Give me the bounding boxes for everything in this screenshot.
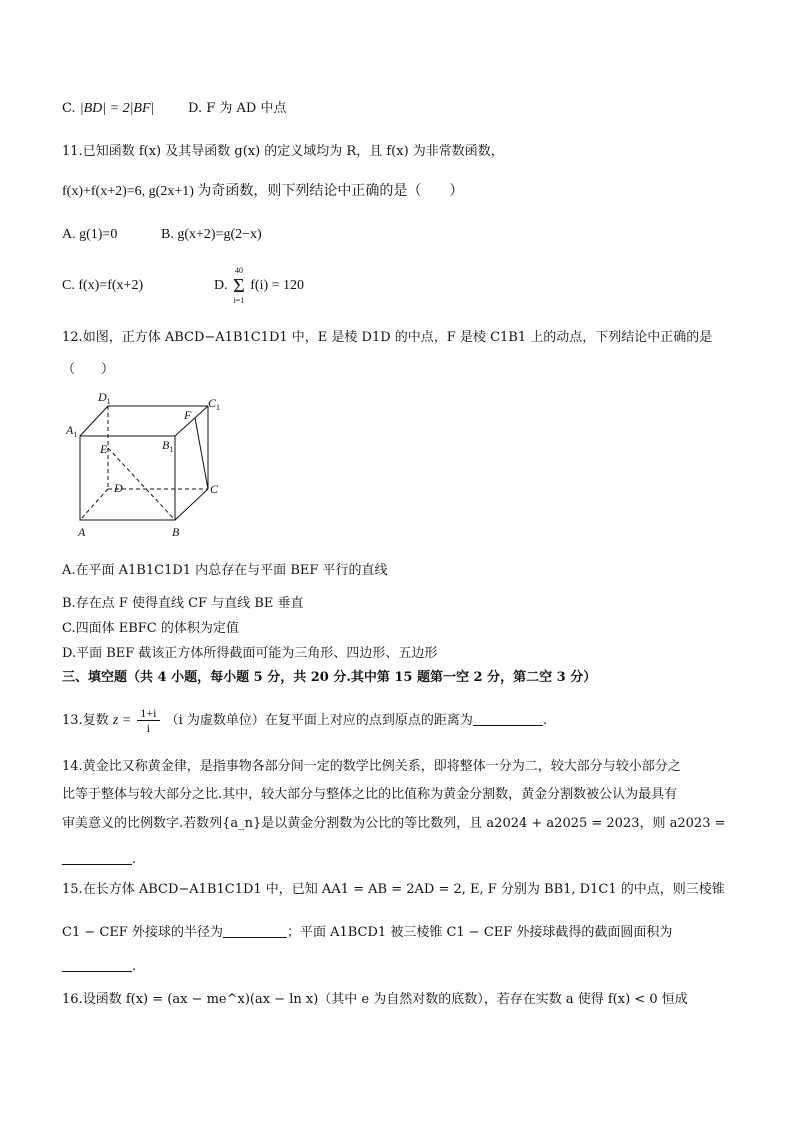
q11-stem-line1 (62, 144, 504, 160)
q12-option-c-text: C.四面体 EBFC 的体积为定值 (62, 621, 239, 636)
q14-answer (62, 851, 136, 868)
q15-text-2a: C1 − CEF 外接球的半径为 (62, 925, 223, 940)
label-f: F (184, 408, 192, 422)
q12-answer-paren (62, 362, 114, 378)
q11-option-c (62, 278, 143, 294)
q14-text-2: 比等于整体与较大部分之比.其中，较大部分与整体之比的比值称为黄金分割数，黄金分割数被公认为最具有 (62, 787, 678, 802)
label-d: D (114, 481, 123, 495)
q15-line1 (62, 882, 725, 898)
label-a1: $A_1$ (66, 423, 78, 439)
label-a: A (78, 525, 86, 539)
edge-bc (175, 489, 208, 520)
q16-text-1: 设函数 f(x) = (ax − me^x)(ax − ln x)（其中 e 为自然对数的底数），若存在实数 a 使得 f(x) < 0 恒成 (82, 992, 688, 1007)
edge-b1c1 (175, 406, 208, 436)
q12-option-b (62, 596, 304, 612)
q11-option-c-text: C. f(x)=f(x+2) (62, 278, 144, 293)
option-label: D. (214, 278, 228, 294)
q16-line1 (62, 992, 688, 1008)
edge-a1d1 (80, 406, 108, 436)
q12-option-a (62, 563, 388, 579)
sigma-lower-limit: i=1 (233, 296, 245, 305)
q11-stem-line2 (62, 184, 463, 200)
q11-stem-text-2: f(x)+f(x+2)=6, g(2x+1) 为奇函数，则下列结论中正确的是（ ） (62, 184, 464, 199)
label-b: B (172, 525, 180, 539)
q13-lead: 复数 (82, 713, 109, 728)
q11-option-a (62, 227, 117, 243)
q10-option-c-expr: |BD| = 2|BF| (79, 101, 155, 116)
option-label: C. (62, 101, 76, 116)
q13-variable: z = (112, 713, 132, 728)
option-label: D. (188, 101, 203, 116)
question-number: 15. (62, 882, 83, 897)
q14-end: . (132, 852, 137, 867)
question-number: 16. (62, 992, 83, 1007)
question-number: 11. (62, 144, 83, 159)
front-face (80, 436, 175, 520)
section-title: 三、填空题（共 4 小题，每小题 5 分，共 20 分.其中第 15 题第一空 2 分，第二空 3 分） (62, 670, 597, 685)
q11-option-b (161, 227, 262, 243)
q12-stem-text: 如图，正方体 ABCD−A1B1C1D1 中，E 是棱 D1D 的中点，F 是棱 C1B1 上的动点，下列结论中正确的是 (82, 330, 713, 345)
q10-option-c (62, 101, 154, 117)
q15-line2 (62, 924, 672, 941)
section-heading-fill-in (62, 670, 596, 686)
answer-blank-1 (223, 924, 287, 938)
q12-option-d-text: D.平面 BEF 截该正方体所得截面可能为三角形、四边形、五边形 (62, 646, 438, 661)
q13-end: . (542, 713, 548, 728)
sigma-upper-limit: 40 (234, 266, 243, 275)
q13-tail: （i 为虚数单位）在复平面上对应的点到原点的距离为 (165, 713, 473, 728)
question-number: 12. (62, 330, 83, 345)
q11-stem-text: 已知函数 f(x) 及其导函数 g(x) 的定义域均为 R，且 f(x) 为非常数函数， (82, 144, 504, 159)
q15-text-1: 在长方体 ABCD−A1B1C1D1 中，已知 AA1 = AB = 2AD = 2, E, F 分别为 BB1, D1C1 的中点，则三棱锥 (82, 882, 725, 897)
label-c: C (210, 482, 219, 496)
answer-blank (62, 851, 132, 865)
fraction-numerator: 1+i (137, 706, 159, 721)
label-b1: $B_1$ (162, 438, 174, 454)
segment-fc (195, 418, 208, 489)
answer-blank (473, 712, 543, 726)
q12-option-d (62, 646, 437, 662)
q11-option-b-text: B. g(x+2)=g(2−x) (161, 227, 262, 242)
q14-line3 (62, 816, 726, 832)
fraction-denominator: i (146, 721, 151, 735)
q12-option-c (62, 621, 239, 637)
q15-end: . (132, 959, 137, 974)
question-number: 14. (62, 759, 83, 774)
q14-line1 (62, 759, 681, 775)
q10-option-d-text: F 为 AD 中点 (206, 101, 287, 116)
sigma-symbol: 40 Σ i=1 (233, 266, 245, 305)
q10-option-d (188, 101, 286, 117)
q13-fraction (137, 706, 159, 735)
label-e: E (100, 442, 108, 456)
cube-figure (62, 390, 232, 540)
q11-option-d-expr: f(i) = 120 (250, 278, 305, 294)
q15-text-2b: ；平面 A1BCD1 被三棱锥 C1 − CEF 外接球截得的截面圆面积为 (286, 925, 673, 940)
label-c1: $C_1$ (208, 396, 221, 412)
label-d1: $D_1$ (98, 390, 111, 406)
q15-answer (62, 958, 136, 975)
answer-paren: （ ） (62, 362, 115, 377)
q11-option-d (214, 266, 304, 306)
q12-option-b-text: B.存在点 F 使得直线 CF 与直线 BE 垂直 (62, 596, 304, 611)
q11-option-a-text: A. g(1)=0 (62, 227, 118, 242)
q12-stem (62, 330, 712, 346)
answer-blank-2 (62, 958, 132, 972)
q14-text-3: 审美意义的比例数字.若数列{a_n}是以黄金分割数为公比的等比数列，且 a2024 + a2025 = 2023，则 a2023 = (62, 816, 726, 831)
edge-da-hidden (80, 489, 108, 520)
question-number: 13. (62, 713, 83, 728)
q14-text-1: 黄金比又称黄金律，是指事物各部分间一定的数学比例关系，即将整体一分为二，较大部分与较小部分之 (82, 759, 681, 774)
q12-option-a-text: A.在平面 A1B1C1D1 内总存在与平面 BEF 平行的直线 (62, 563, 388, 578)
q13 (62, 705, 547, 737)
q14-line2 (62, 787, 677, 803)
